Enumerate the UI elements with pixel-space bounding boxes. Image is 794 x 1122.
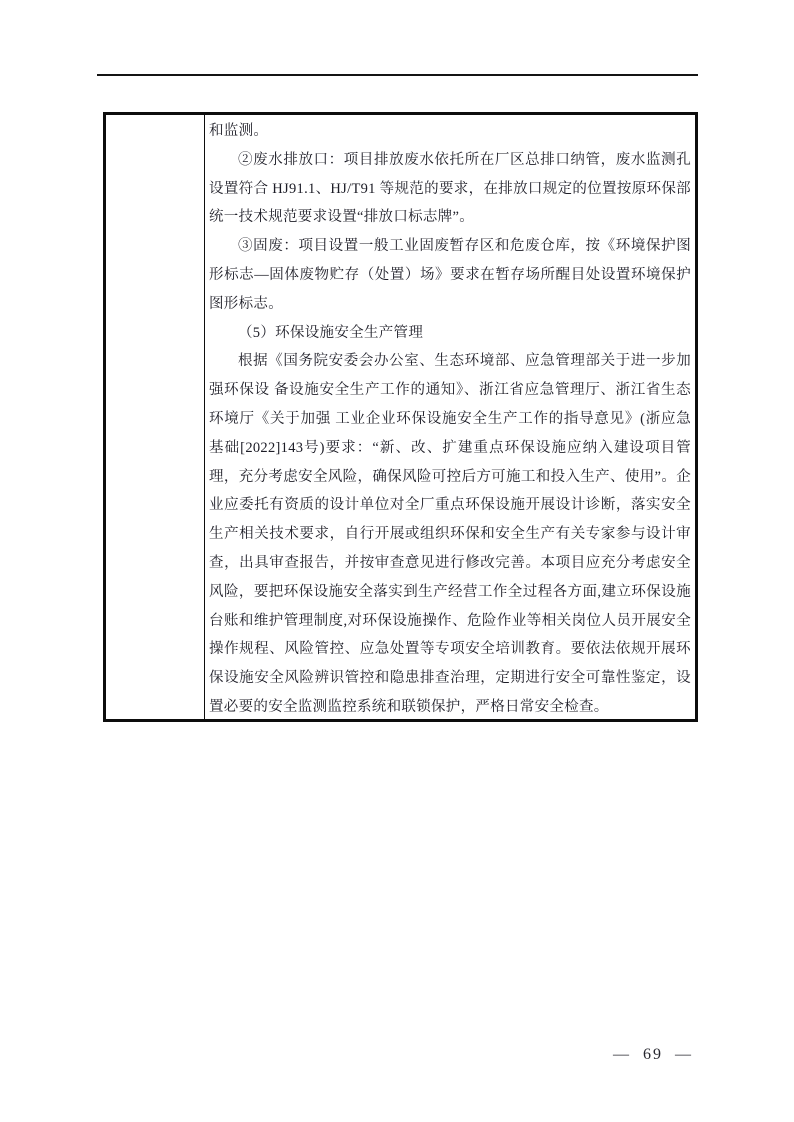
header-divider-rule [97,74,698,76]
paragraph-wastewater-outlet: ②废水排放口：项目排放废水依托所在厂区总排口纳管，废水监测孔设置符合 HJ91.1、HJ/T91 等规范的要求，在排放口规定的位置按原环保部统一技术规范要求设置“排放口标志牌”。 [209,151,691,226]
table-cell-body [205,115,695,719]
content-table [103,112,698,722]
page-number: — 69 — [613,1046,693,1063]
paragraph-continuation: 和监测。 [209,123,269,139]
paragraph-safety-requirements: 根据《国务院安委会办公室、生态环境部、应急管理部关于进一步加强环保设 备设施安全生产工作的通知》、浙江省应急管理厅、浙江省生态环境厅《关于加强 工业企业环保设施安全生产工作的指导意见》(浙应急基础[2022]143号)要求：“新、改、扩建重点环保设施应纳入建设项目管理，充分考虑安全风险，确保风险可控后方可施工和投入生产、使用”。企业应委托有资质的设计单位对全厂重点环保设施开展设计诊断，落实安全生产相关技术要求，自行开展或组织环保和安全生产有关专家参与设计审查，出具审查报告，并按审查意见进行修改完善。本项目应充分考虑安全风险，要把环保设施安全落实到生产经营工作全过程各方面,建立环保设施台账和维护管理制度,对环保设施操作、危险作业等相关岗位人员开展安全操作规程、风险管控、应急处置等专项安全培训教育。要依法依规开展环保设施安全风险辨识管控和隐患排查治理，定期进行安全可靠性鉴定，设置必要的安全监测监控系统和联锁保护，严格日常安全检查。 [209,353,691,715]
paragraph-heading-safety-management: （5）环保设施安全生产管理 [238,324,424,341]
table-cell-label [106,115,205,719]
paragraph-solid-waste: ③固废：项目设置一般工业固废暂存区和危废仓库，按《环境保护图形标志—固体废物贮存（处置）场》要求在暂存场所醒目处设置环境保护图形标志。 [209,238,691,312]
